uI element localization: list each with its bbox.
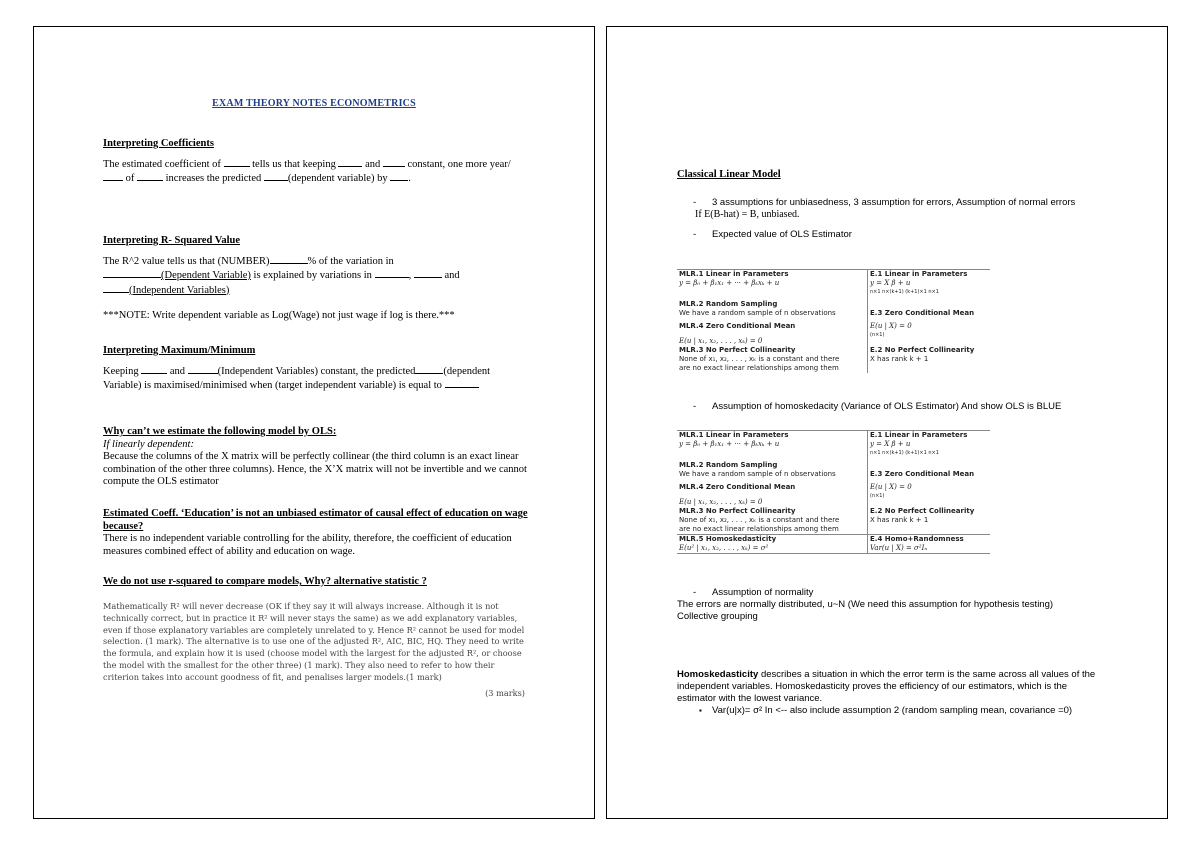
list-item: - 3 assumptions for unbiasedness, 3 assumption for errors, Assumption of normal errors xyxy=(677,197,1097,209)
heading-education: Estimated Coeff. ‘Education’ is not an unbiased estimator of causal effect of education on wage because? xyxy=(103,508,528,532)
heading-coefficients: Interpreting Coefficients xyxy=(103,138,214,149)
list-item: - Assumption of normality xyxy=(677,587,1097,599)
answer-text: Mathematically R² will never decrease (OK if they say it will always increase. Although it is not technically correct, but in practice it R² will never stays the same) as we add explanatory variables, even if those explanatory variables are completely unrelated to y. Hence R² cannot be used for model selection. (1 mark). The alternative is to use one of the adjusted R², AIC, BIC, HQ. They need to write the formula, and explain how it is used (choose model with the largest for the adjusted R², or choose the model with the smallest for the other three) (1 mark). They also need to refer to how their criterion takes into account goodness of fit, and penalises larger models.(1 mark) xyxy=(103,601,525,682)
heading-r-squared: Interpreting R- Squared Value xyxy=(103,235,241,246)
normality-text: The errors are normally distributed, u~N (We need this assumption for hypothesis testing) xyxy=(677,599,1054,610)
document-title: EXAM THEORY NOTES ECONOMETRICS xyxy=(212,98,416,109)
note-log-wage: ***NOTE: Write dependent variable as Log(Wage) not just wage if log is there.*** xyxy=(103,310,455,321)
section-max-min xyxy=(103,345,529,393)
paragraph-max-min: Keeping and (Independent Variables) constant, the predicted (dependent Variable) is maximised/minimised when (target independent variable) is equal to xyxy=(103,365,491,391)
heading-r-squared-compare: We do not use r-squared to compare models, Why? alternative statistic ? xyxy=(103,576,427,587)
ols-subheading: If linearly dependent: xyxy=(103,438,194,450)
assumptions-table-1: MLR.1 Linear in Parameters y = β₀ + β₁x₁ + ··· + βₖxₖ + u E.1 Linear in Parameters y = X β + u n×1 n×(k+1) (k+1)×1 n×1 MLR.2 Random Sampling We have a random sample of n observations E.3 Zero Conditional Mean MLR.4 Zero Conditional Mean E(u | x₁, x₂, . . . , xₖ) = 0 E(u | X) = 0 (n×1) MLR.3 No Perfect Collinearity None of x₁, x₂, . . . , xₖ is a constant and there are no exact linear relationships among them E.2 No Perfect Collinearity X has rank k + 1 xyxy=(677,269,990,373)
list-item: - Assumption of homoskedacity (Variance of OLS Estimator) And show OLS is BLUE xyxy=(677,401,1097,413)
answer-marks: (3 marks) xyxy=(485,687,525,698)
assumption-list xyxy=(677,197,1097,241)
unbiased-line: If E(B-hat) = B, unbiased. xyxy=(695,209,800,220)
list-item: ▪ Var(u|x)= σ² In <-- also include assumption 2 (random sampling mean, covariance =0) xyxy=(677,705,1097,717)
list-item: - Expected value of OLS Estimator xyxy=(677,229,1097,241)
section-classical-linear-model xyxy=(677,169,1097,181)
section-ols xyxy=(103,426,529,489)
homoskedasticity-section xyxy=(677,669,1097,717)
document-page-left xyxy=(33,26,595,819)
section-r-squared xyxy=(103,235,529,323)
normality-section xyxy=(677,587,1097,623)
paragraph-ols: Because the columns of the X matrix will be perfectly collinear (the third column is an exact linear combination of the other three columns). Hence, the X’X matrix will not be invertible and we cannot compute the OLS estimator xyxy=(103,451,527,487)
homoskedasticity-text: Homoskedasticity describes a situation in which the error term is the same across all values of the independent variables. Homoskedasticity proves the efficiency of our estimators, which is the estimator with the lowest variance. xyxy=(677,669,1096,704)
section-coefficients xyxy=(103,138,529,186)
paragraph-education: There is no independent variable controlling for the ability, therefore, the coefficient of education measures combined effect of ability and education on wage. xyxy=(103,533,512,557)
section-r-squared-compare xyxy=(103,576,529,595)
document-page-right xyxy=(606,26,1168,819)
collective-grouping: Collective grouping xyxy=(677,611,758,622)
heading-max-min: Interpreting Maximum/Minimum xyxy=(103,345,256,356)
homoskedacity-bullet xyxy=(677,401,1097,413)
paragraph-r-squared: The R^2 value tells us that (NUMBER) % of the variation in (Dependent Variable) is explained by variations in , and (Independent Variables) xyxy=(103,255,460,296)
heading-classical-linear-model: Classical Linear Model xyxy=(677,169,781,180)
paragraph-coefficients: The estimated coefficient of tells us that keeping and constant, one more year/ of increases the predicted (dependent variable) by . xyxy=(103,158,511,184)
assumptions-table-2: MLR.1 Linear in Parameters y = β₀ + β₁x₁ + ··· + βₖxₖ + u E.1 Linear in Parameters y = X β + u n×1 n×(k+1) (k+1)×1 n×1 MLR.2 Random Sampling We have a random sample of n observations E.3 Zero Conditional Mean MLR.4 Zero Conditional Mean E(u | x₁, x₂, . . . , xₖ) = 0 E(u | X) = 0 (n×1) MLR.3 No Perfect Collinearity None of x₁, x₂, . . . , xₖ is a constant and there are no exact linear relationships among them E.2 No Perfect Collinearity X has rank k + 1 MLR.5 Homoskedasticity E(u² | x₁, x₂, . . . , xₖ) = σ² E.4 Homo+Randomness Var(u | X) = σ²Iₙ xyxy=(677,430,990,554)
section-education xyxy=(103,508,529,558)
answer-excerpt xyxy=(103,601,525,699)
heading-ols: Why can’t we estimate the following model by OLS: xyxy=(103,426,337,437)
